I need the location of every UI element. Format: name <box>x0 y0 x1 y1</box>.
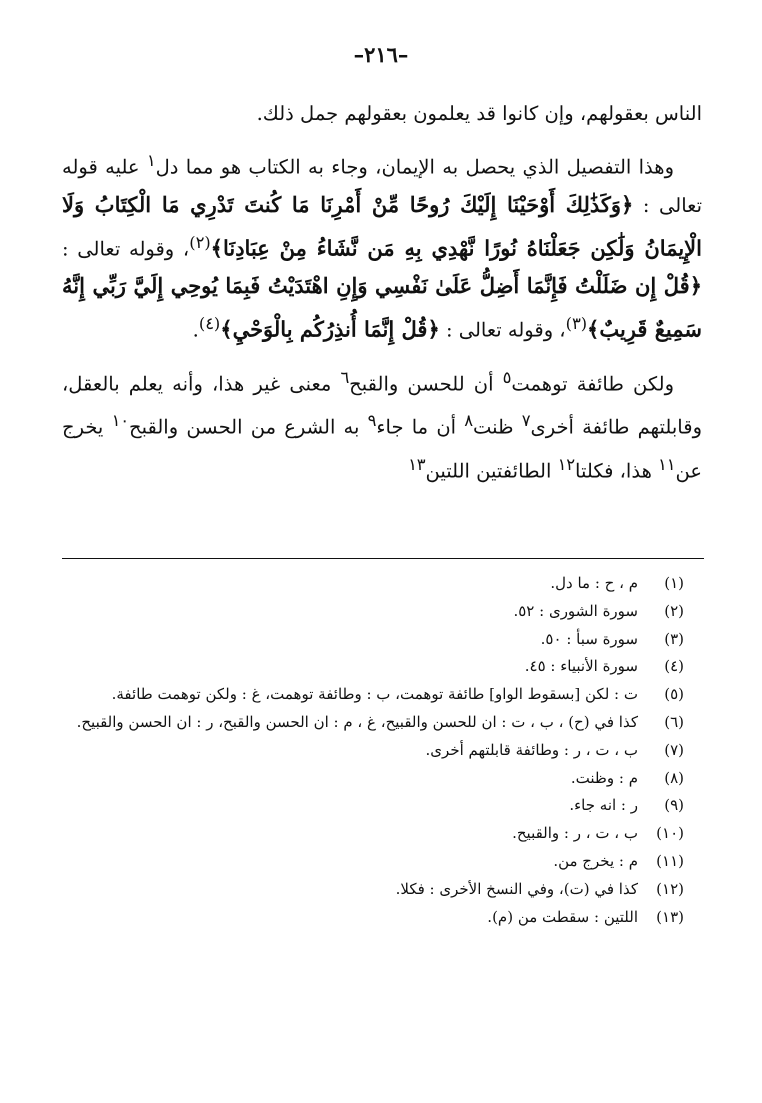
footnote-text: ر : انه جاء. <box>569 796 638 815</box>
text-run: ظنت <box>473 415 522 439</box>
footnote-text: ب ، ت ، ر : وطائفة قابلتهم أخرى. <box>425 740 638 759</box>
text-run: ، وقوله تعالى : <box>439 318 566 342</box>
footnote-ref: ١٢ <box>557 454 576 474</box>
footnote-text: م : يخرج من. <box>553 851 638 870</box>
footnote-number: (٣) <box>664 629 684 648</box>
footnote-item <box>62 765 702 793</box>
footnote-text: ب ، ت ، ر : والقبيح. <box>512 824 638 843</box>
text-run: عليه قوله تعالى : <box>62 155 702 217</box>
footnote-number: (١١) <box>656 851 684 870</box>
paragraph-3 <box>62 359 702 490</box>
footnote-ref: ١١ <box>658 454 676 474</box>
text-run: . <box>192 318 199 342</box>
footnote-number: (١٢) <box>656 879 684 898</box>
footnote-ref: ١ <box>146 151 156 170</box>
footnote-item <box>62 570 702 598</box>
footnote-number: (٢) <box>664 601 684 620</box>
footnote-text: اللتين : سقطت من (م). <box>487 907 638 926</box>
text-run: وهذا التفصيل الذي يحصل به الإيمان، وجاء به الكتاب هو مما دل <box>155 155 674 179</box>
text-run: هذا، فكلتا <box>575 459 659 482</box>
footnote-number: (٦) <box>664 712 684 731</box>
footnote-text: م ، ح : ما دل. <box>550 574 638 592</box>
footnote-item <box>62 848 702 876</box>
footnote-ref: ١٠ <box>111 411 130 430</box>
text-run: أن للحسن والقبح <box>349 372 503 395</box>
footnote-number: (١) <box>664 574 684 592</box>
footnote-ref: ٥ <box>502 367 512 387</box>
footnote-item <box>62 904 702 932</box>
text-run: الطائفتين اللتين <box>425 459 558 482</box>
footnote-number: (٩) <box>664 796 684 815</box>
footnotes-list <box>62 570 702 931</box>
text-run: أن ما جاء <box>376 415 465 439</box>
footnote-number: (٧) <box>664 740 684 759</box>
footnote-text: كذا في (ت)، وفي النسخ الأخرى : فكلا. <box>395 879 638 898</box>
footnote-divider <box>62 558 704 559</box>
footnote-item <box>62 876 702 904</box>
footnote-item <box>62 709 702 737</box>
footnote-ref: (٤) <box>198 314 221 333</box>
text-run: ولكن طائفة توهمت <box>511 372 674 395</box>
footnote-text: سورة الأنبياء : ٤٥. <box>524 657 638 676</box>
footnote-item <box>62 653 702 681</box>
footnote-text: ت : لكن [بسقوط الواو] طائفة توهمت، ب : وطائفة توهمت، غ : ولكن توهمت طائفة. <box>111 685 638 704</box>
footnote-item <box>62 737 702 765</box>
footnote-text: سورة سبأ : ٥٠. <box>540 629 638 648</box>
footnote-ref: (٢) <box>189 232 211 252</box>
footnote-ref: ٩ <box>367 411 377 430</box>
text-run: به الشرع من الحسن والقبح <box>129 415 368 439</box>
footnote-text: م : وظنت. <box>570 768 638 787</box>
text-run: معنى غير هذا، وأنه يعلم بالعقل، وقابلتهم طائفة أخرى <box>62 372 702 439</box>
quran-verse: ﴿وَكَذَٰلِكَ أَوْحَيْنَا إِلَيْكَ رُوحًا مِّنْ أَمْرِنَا مَا كُنتَ تَدْرِي مَا الْكِتَابُ وَلَا الْإِيمَانُ وَلَٰكِن جَعَلْنَاهُ نُورًا نَّهْدِي بِهِ مَن نَّشَاءُ مِنْ عِبَادِنَا﴾ <box>62 191 702 260</box>
main-text <box>62 95 702 499</box>
footnote-item <box>62 598 702 626</box>
paragraph-1: الناس بعقولهم، وإن كانوا قد يعلمون بعقولهم جمل ذلك. <box>256 102 702 125</box>
footnote-ref: (٣) <box>565 314 588 333</box>
footnote-number: (٤) <box>664 657 684 676</box>
footnote-number: (١٠) <box>656 824 684 843</box>
paragraph-2 <box>62 142 702 349</box>
footnote-text: سورة الشورى : ٥٢. <box>513 601 638 620</box>
text-run: ، وقوله تعالى : <box>62 237 190 260</box>
footnote-ref: ٦ <box>340 367 350 387</box>
footnote-ref: ٧ <box>521 411 531 430</box>
footnote-item <box>62 792 702 820</box>
footnote-item <box>62 626 702 654</box>
footnote-number: (٨) <box>664 768 684 787</box>
footnote-ref: ٨ <box>464 411 473 430</box>
page-number: –٢١٦– <box>353 42 409 67</box>
quran-verse: ﴿قُلْ إِن ضَلَلْتُ فَإِنَّمَا أَضِلُّ عَلَىٰ نَفْسِي وَإِنِ اهْتَدَيْتُ فَبِمَا يُوحِي إِلَيَّ رَبِّي إِنَّهُ سَمِيعٌ قَرِيبٌ﴾ <box>62 273 702 342</box>
footnote-item <box>62 820 702 848</box>
footnote-number: (٥) <box>664 685 684 704</box>
text-run: يخرج عن <box>62 415 702 482</box>
footnote-number: (١٣) <box>656 907 684 926</box>
footnote-item <box>62 681 702 709</box>
footnote-text: كذا في (ح) ، ب ، ت : ان للحسن والقبيح، غ ، م : ان الحسن والقبح، ر : ان الحسن والقبيح. <box>76 712 638 731</box>
footnote-ref: ١٣ <box>408 454 426 474</box>
quran-verse: ﴿قُلْ إِنَّمَا أُنذِرُكُم بِالْوَحْيِ﴾ <box>220 316 440 342</box>
